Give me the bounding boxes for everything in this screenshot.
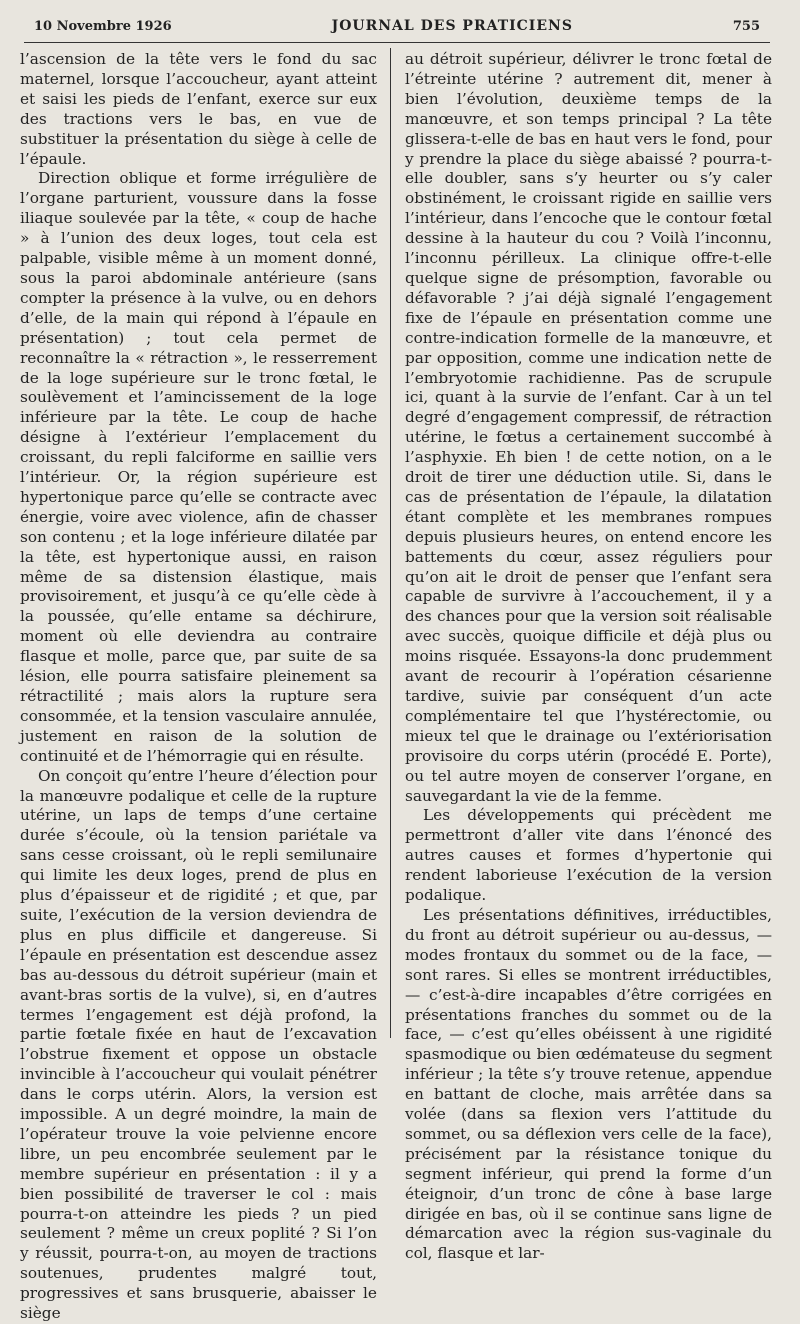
page-number: 755 [732, 19, 760, 34]
page-header [34, 18, 760, 40]
right-paragraph-2: Les développements qui précèdent me permettront d’aller vite dans l’énoncé des autres causes et formes d’hypertonie qui rendent laborieuse l’exécution de la version podalique. [405, 806, 772, 905]
right-paragraph-1: au détroit supérieur, délivrer le tronc fœtal de l’étreinte utérine ? autrement dit, mener à bien l’évolution, deuxième temps de la manœuvre, et son temps principal ? La tête glissera-t-elle de bas en haut vers le fond, pour y prendre la place du siège abaissé ? pourra-t-elle doubler, sans s’y heurter ou s’y caler obstinément, le croissant rigide en saillie vers l’intérieur, dans l’encoche que le contour fœtal dessine à la hauteur du cou ? Voilà l’inconnu, l’inconnu périlleux. La clinique offre-t-elle quelque signe de présomption, favorable ou défavorable ? j’ai déjà signalé l’engagement fixe de l’épaule en présentation comme une contre-indication formelle de la manœuvre, et par opposition, comme une indication nette de l’embryotomie rachidienne. Pas de scrupule ici, quant à la survie de l’enfant. Car à un tel degré d’engagement compressif, de rétraction utérine, le fœtus a certainement succombé à l’asphyxie. Eh bien ! de cette notion, on a le droit de tirer une déduction utile. Si, dans le cas de présentation de l’épaule, la dilatation étant complète et les membranes rompues depuis plusieurs heures, on entend encore les battements du cœur, assez réguliers pour qu’on ait le droit de penser que l’enfant sera capable de survivre à l’accouchement, il y a des chances pour que la version soit réalisable avec succès, quoique difficile et déjà plus ou moins risquée. Essayons-la donc prudemment avant de recourir à l’opération césarienne tardive, suivie par conséquent d’un acte complémentaire tel que l’hystérectomie, ou mieux tel que le drainage ou l’extériorisation provisoire du corps utérin (procédé E. Porte), ou tel autre moyen de conserver l’organe, en sauvegardant la vie de la femme. [405, 50, 772, 805]
left-paragraph-3: On conçoit qu’entre l’heure d’élection pour la manœuvre podalique et celle de la rupture utérine, un laps de temps d’une certaine durée s’écoule, où la tension pariétale va sans cesse croissant, où le repli semilunaire qui limite les deux loges, prend de plus en plus d’épaisseur et de rigidité ; et que, par suite, l’exécution de la version deviendra de plus en plus difficile et dangereuse. Si l’épaule en présentation est descendue assez bas au-dessous du détroit supérieur (main et avant-bras sortis de la vulve), si, en d’autres termes l’engagement est déjà profond, la partie fœtale fixée en haut de l’excavation l’obstrue fixement et oppose un obstacle invincible à l’accoucheur qui voulait pénétrer dans le corps utérin. Alors, la version est impossible. A un degré moindre, la main de l’opérateur trouve la voie pelvienne encore libre, un peu encombrée seulement par le membre supérieur en présentation : il y a bien possibilité de traverser le col : mais pourra-t-on atteindre les pieds ? un pied seulement ? même un creux poplité ? Si l’on y réussit, pourra-t-on, au moyen de tractions soutenues, prudentes malgré tout, progressives et sans brusquerie, abaisser le siège [20, 766, 377, 1323]
left-paragraph-1: l’ascension de la tête vers le fond du sac maternel, lorsque l’accoucheur, ayant atteint et saisi les pieds de l’enfant, exerce sur eux des tractions vers le bas, en vue de substituer la présentation du siège à celle de l’épaule. [20, 50, 377, 168]
header-date: 10 Novembre 1926 [34, 19, 172, 34]
left-paragraph-2: Direction oblique et forme irrégulière de l’organe parturient, voussure dans la fosse iliaque soulevée par la tête, « coup de hache » à l’union des deux loges, tout cela est palpable, visible même à un moment donné, sous la paroi abdominale antérieure (sans compter la présence à la vulve, ou en dehors d’elle, de la main qui répond à l’épaule en présentation) ; tout cela permet de reconnaître la « rétraction », le resserrement de la loge supérieure sur le tronc fœtal, le soulèvement et l’amincissement de la loge inférieure par la tête. Le coup de hache désigne à l’extérieur l’emplacement du croissant, du repli falciforme en saillie vers l’intérieur. Or, la région supérieure est hypertonique parce qu’elle se contracte avec énergie, voire avec violence, afin de chasser son contenu ; et la loge inférieure dilatée par la tête, est hypertonique aussi, en raison même de sa distension élastique, mais provisoirement, et jusqu’à ce qu’elle cède à la poussée, qu’elle entame sa déchirure, moment où elle deviendra au contraire flasque et molle, parce que, par suite de sa lésion, elle pourra satisfaire pleinement sa rétractilité ; mais alors la rupture sera consommée, et la tension vasculaire annulée, justement en raison de la solution de continuité et de l’hémorragie qui en résulte. [20, 169, 377, 765]
column-divider [390, 48, 391, 1038]
journal-title: JOURNAL DES PRATICIENS [331, 18, 573, 34]
right-column [405, 50, 772, 1264]
left-column [20, 50, 377, 1324]
header-rule [24, 42, 770, 43]
right-paragraph-3: Les présentations définitives, irréductibles, du front au détroit supérieur ou au-dessus, — modes frontaux du sommet ou de la face, — sont rares. Si elles se montrent irréductibles, — c’est-à-dire incapables d’être corrigées en présentations franches du sommet ou de la face, — c’est qu’elles obéissent à une rigidité spasmodique ou bien œdémateuse du segment inférieur ; la tête s’y trouve retenue, appendue en battant de cloche, mais arrêtée dans sa volée (dans sa flexion vers l’attitude du sommet, ou sa déflexion vers celle de la face), précisément par la résistance tonique du segment inférieur, qui prend la forme d’un éteignoir, d’un tronc de cône à base large dirigée en bas, où il se continue sans ligne de démarcation avec la région sus-vaginale du col, flasque et lar- [405, 905, 772, 1263]
